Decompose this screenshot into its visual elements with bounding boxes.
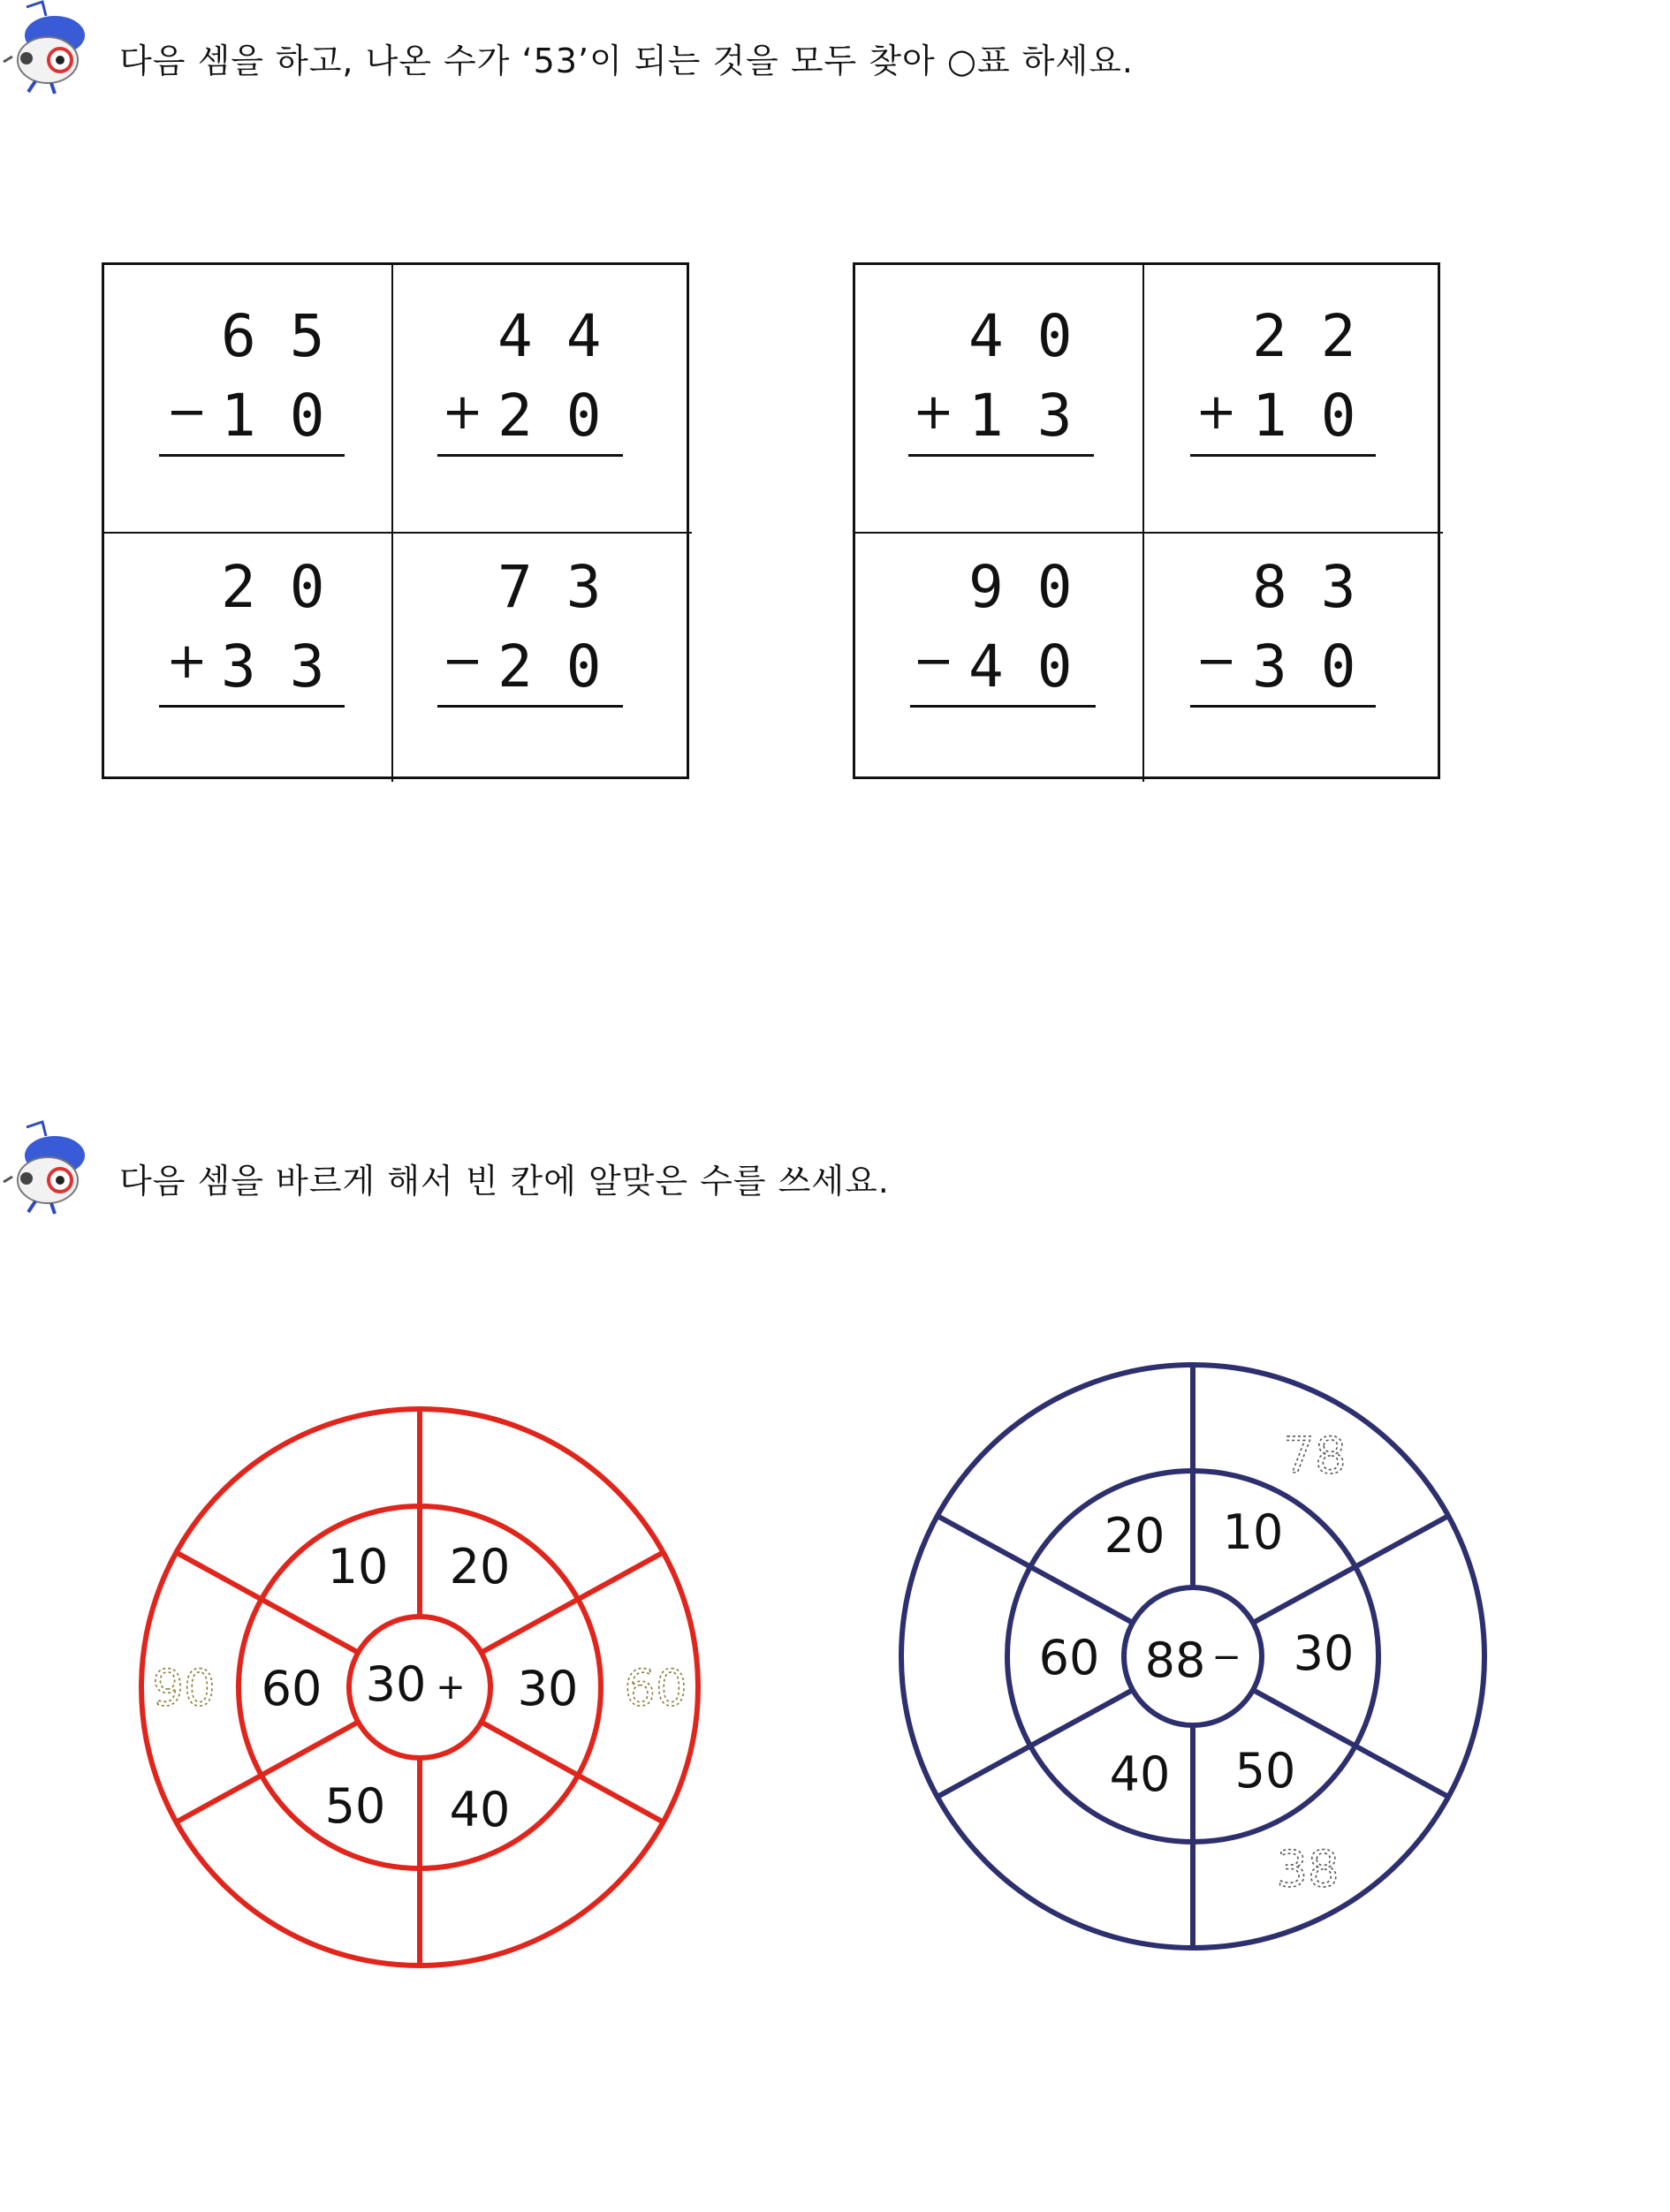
problem-operator: +: [1196, 383, 1237, 441]
problem-cell[interactable]: [104, 265, 391, 534]
wheel-inner-number: 50: [1234, 1743, 1296, 1799]
problem-top-number: 40: [968, 302, 1106, 370]
problem-bottom-number: 40: [968, 633, 1106, 701]
wheel-inner-number: 40: [449, 1782, 511, 1837]
problem-top-number: 22: [1252, 302, 1390, 370]
problem-cell[interactable]: [391, 265, 692, 534]
wheel-inner-number: 20: [449, 1539, 511, 1595]
problem-operator: +: [913, 383, 954, 441]
wheel-inner-number: 20: [1104, 1508, 1165, 1564]
wheel-inner-number: 60: [1038, 1630, 1100, 1686]
answer-line: [159, 454, 345, 457]
problem-top-number: 65: [221, 302, 359, 370]
answer-line: [437, 705, 623, 708]
subtraction-wheel: [892, 1356, 1493, 1957]
wheel-inner-number: 10: [327, 1539, 389, 1595]
problem-top-number: 73: [497, 553, 635, 621]
problem-cell[interactable]: [1142, 534, 1443, 782]
wheel-outer-example: 60: [624, 1660, 687, 1717]
wheel-outer-example: 38: [1276, 1841, 1340, 1898]
problem-grid-right: [853, 262, 1440, 779]
problem-operator: −: [166, 383, 208, 441]
problem-cell[interactable]: [1142, 265, 1443, 534]
instruction-1: [0, 0, 1670, 97]
problem-cell[interactable]: [855, 265, 1142, 534]
problem-top-number: 90: [968, 553, 1106, 621]
problem-top-number: 83: [1252, 553, 1390, 621]
answer-line: [159, 705, 345, 708]
problem-bottom-number: 13: [968, 382, 1106, 450]
problem-cell[interactable]: [855, 534, 1142, 782]
instruction-text: 다음 셈을 바르게 해서 빈 칸에 알맞은 수를 쓰세요.: [119, 1162, 890, 1201]
answer-line: [1190, 454, 1376, 457]
problem-operator: −: [1196, 633, 1237, 690]
instruction-text: 다음 셈을 하고, 나온 수가 ‘53’이 되는 것을 모두 찾아 ○표 하세요.: [119, 42, 1134, 80]
problem-bottom-number: 20: [497, 382, 635, 450]
problem-cell[interactable]: [391, 534, 692, 782]
wheel-center-number: 30: [365, 1656, 427, 1712]
problem-grid-left: [102, 262, 689, 779]
problem-operator: +: [166, 633, 208, 690]
wheel-outer-example: 90: [152, 1660, 216, 1717]
problem-bottom-number: 33: [221, 633, 359, 701]
wheel-inner-number: 60: [261, 1661, 323, 1716]
problem-operator: −: [913, 633, 954, 690]
wheel-inner-number: 30: [517, 1661, 579, 1716]
wheel-inner-number: 30: [1293, 1625, 1355, 1681]
addition-wheel: [133, 1400, 707, 1974]
wheel-inner-number: 10: [1222, 1504, 1284, 1560]
problem-top-number: 20: [221, 553, 359, 621]
problem-bottom-number: 30: [1252, 633, 1390, 701]
mascot-icon: [0, 1120, 97, 1217]
answer-line: [1190, 705, 1376, 708]
problem-top-number: 44: [497, 302, 635, 370]
problem-cell[interactable]: [104, 534, 391, 782]
wheel-inner-number: 50: [324, 1778, 386, 1834]
problem-operator: −: [442, 633, 483, 690]
mascot-icon: [0, 0, 97, 97]
answer-line: [908, 454, 1094, 457]
wheel-outer-example: 78: [1283, 1428, 1347, 1485]
wheel-operator: +: [436, 1667, 466, 1708]
wheel-operator: −: [1211, 1637, 1241, 1678]
wheel-center-number: 88: [1144, 1632, 1206, 1688]
problem-bottom-number: 20: [497, 633, 635, 701]
problem-bottom-number: 10: [1252, 382, 1390, 450]
answer-line: [910, 705, 1096, 708]
answer-line: [437, 454, 623, 457]
instruction-2: [0, 1120, 1670, 1217]
problem-operator: +: [442, 383, 483, 441]
problem-bottom-number: 10: [221, 382, 359, 450]
wheel-inner-number: 40: [1109, 1746, 1171, 1802]
